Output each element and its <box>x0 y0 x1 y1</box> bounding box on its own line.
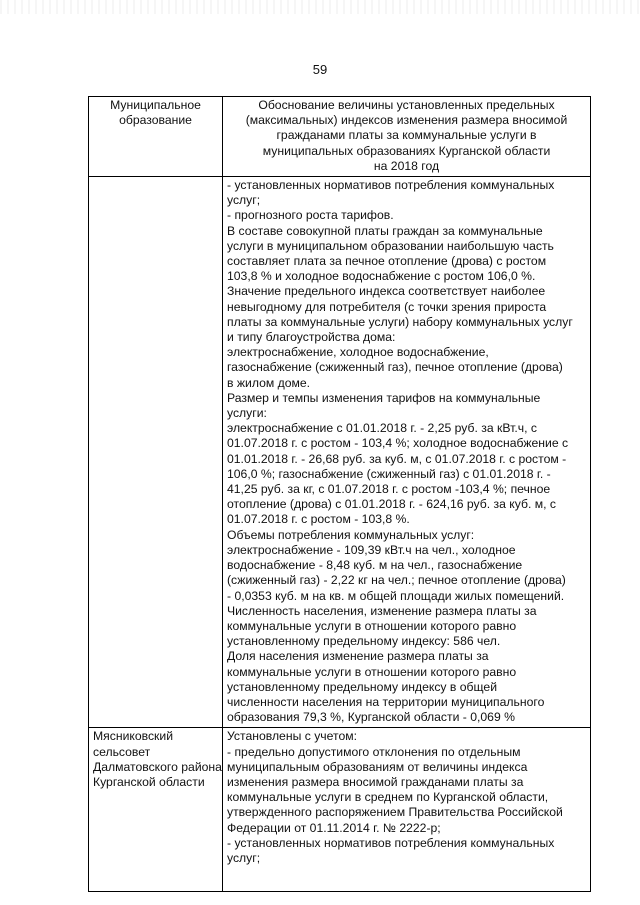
justification-line: утвержденного распоряжением Правительства Российской <box>227 805 563 820</box>
justification-line: 103,8 % и холодное водоснабжение с ростом 106,0 %. <box>227 269 536 284</box>
header-justification-line: Обоснование величины установленных предельных <box>258 98 555 112</box>
justification-line: водоснабжение - 8,48 куб. м на чел., газоснабжение <box>227 558 523 573</box>
header-justification-line: (максимальных) индексов изменения размера вносимой <box>245 113 568 128</box>
justification-line: - 0,0353 куб. м на кв. м общей площади жилых помещений. <box>227 588 565 603</box>
municipality-cell <box>89 177 223 728</box>
justification-line: 106,0 %; газоснабжение (сжиженный газ) с 01.01.2018 г. - <box>227 466 551 481</box>
justification-line: 01.07.2018 г. с ростом - 103,8 %. <box>227 512 410 527</box>
header-municipality <box>89 97 223 177</box>
page-number: 59 <box>312 62 328 77</box>
municipality-line: Курганской области <box>93 774 205 789</box>
justification-line: невыгодному для потребителя (с точки зрения прироста <box>227 299 547 314</box>
header-municipality-line: образование <box>119 113 192 128</box>
header-justification-line: муниципальных образованиях Курганской области <box>262 143 551 158</box>
justification-line: Доля населения изменение размера платы за <box>227 649 489 664</box>
table-row <box>89 177 591 728</box>
justification-line: коммунальные услуги в среднем по Курганской области, <box>227 790 549 805</box>
header-justification-line: на 2018 год <box>373 158 440 173</box>
justification-cell <box>223 728 591 892</box>
justification-line: Установлены с учетом: <box>227 729 357 744</box>
justification-line: услуг; <box>227 850 261 865</box>
justification-line: - установленных нормативов потребления коммунальных <box>227 178 555 193</box>
justification-line: 41,25 руб. за кг, с 01.07.2018 г. с ростом -103,4 %; печное <box>227 482 551 497</box>
justification-line: и типу благоустройства дома: <box>227 330 396 345</box>
justification-line: в жилом доме. <box>227 375 311 390</box>
municipality-line: Мясниковский <box>93 729 174 744</box>
justification-line: газоснабжение (сжиженный газ), печное отопление (дрова) <box>227 360 563 375</box>
justification-line: составляет плата за печное отопление (дрова) с ростом <box>227 254 547 269</box>
scan-edge-artifact <box>0 0 640 14</box>
justification-line: установленному предельному индексу в общей <box>227 679 498 694</box>
header-justification-line: гражданами платы за коммунальные услуги в <box>276 128 537 143</box>
justification-line: Федерации от 01.11.2014 г. № 2222-р; <box>227 820 441 835</box>
justification-line: электроснабжение, холодное водоснабжение, <box>227 345 489 360</box>
justification-line: Численность населения, изменение размера платы за <box>227 603 537 618</box>
justification-line: отопление (дрова) с 01.01.2018 г. - 624,16 руб. за куб. м, с <box>227 497 556 512</box>
justification-line: 01.01.2018 г. - 26,68 руб. за куб. м, с 01.07.2018 г. с ростом - <box>227 451 567 466</box>
justification-line: численности населения на территории муниципального <box>227 694 545 709</box>
justification-line: электроснабжение - 109,39 кВт.ч на чел., холодное <box>227 542 516 557</box>
municipality-line: сельсовет <box>93 744 151 759</box>
table-header-row <box>89 97 591 177</box>
justification-line: образования 79,3 %, Курганской области - 0,069 % <box>227 710 515 725</box>
justification-cell <box>223 177 591 728</box>
justification-line: электроснабжение с 01.01.2018 г. - 2,25 руб. за кВт.ч, с <box>227 421 537 436</box>
justification-line: изменения размера вносимой гражданами платы за <box>227 774 524 789</box>
justification-line: услуги: <box>227 406 267 421</box>
justification-line: платы за коммунальные услуги) набору коммунальных услуг <box>227 314 573 329</box>
justification-line: В составе совокупной платы граждан за коммунальные <box>227 223 543 238</box>
header-municipality-line: Муниципальное <box>110 98 201 112</box>
municipality-line: Далматовского района <box>93 759 222 774</box>
municipality-cell <box>89 728 223 892</box>
justification-line: 01.07.2018 г. с ростом - 103,4 %; холодное водоснабжение с <box>227 436 569 451</box>
justification-line: Значение предельного индекса соответствует наиболее <box>227 284 546 299</box>
justification-line: коммунальные услуги в отношении которого равно <box>227 618 517 633</box>
justification-line: установленному предельному индексу: 586 чел. <box>227 634 501 649</box>
justification-line: (сжиженный газ) - 2,22 кг на чел.; печное отопление (дрова) <box>227 573 566 588</box>
table-row <box>89 728 591 892</box>
justification-line: Размер и темпы изменения тарифов на коммунальные <box>227 390 541 405</box>
justification-line: муниципальным образованиям от величины индекса <box>227 759 528 774</box>
justification-line: - установленных нормативов потребления коммунальных <box>227 835 555 850</box>
justification-line: коммунальные услуги в отношении которого равно <box>227 664 517 679</box>
header-justification <box>223 97 591 177</box>
tariff-table <box>88 96 591 892</box>
justification-line: - прогнозного роста тарифов. <box>227 208 394 223</box>
justification-line: услуг; <box>227 193 261 208</box>
justification-line: Объемы потребления коммунальных услуг: <box>227 527 475 542</box>
justification-line: услуги в муниципальном образовании наибольшую часть <box>227 238 554 253</box>
justification-line: - предельно допустимого отклонения по отдельным <box>227 744 521 759</box>
